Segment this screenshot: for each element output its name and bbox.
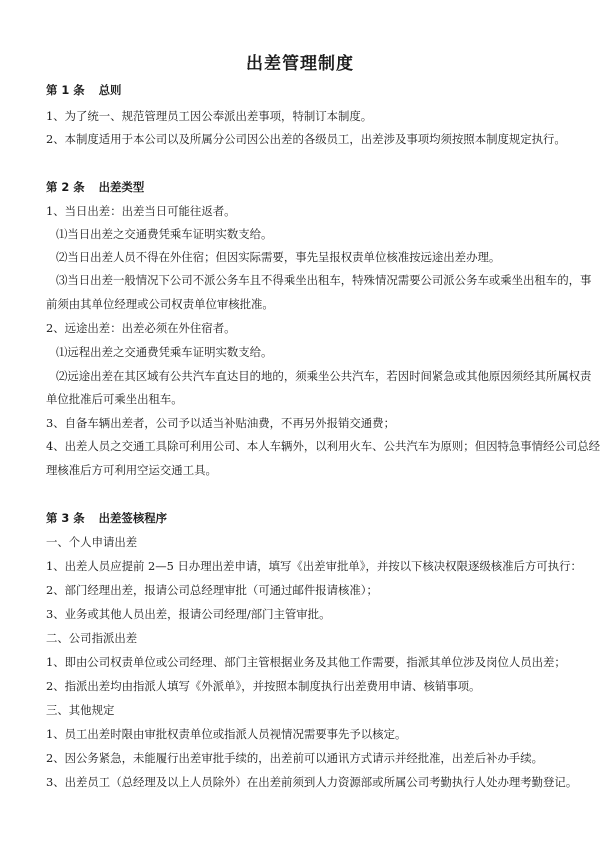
s2-item-4-line2: 理核准后方可利用空运交通工具。 <box>46 463 217 477</box>
s2-item-2b-line1: ⑵远途出差在其区域有公共汽车直达目的地的，须乘坐公共汽车，若因时间紧急或其他原因须经其所属权责 <box>56 369 592 383</box>
s2-item-3: 3、自备车辆出差者，公司予以适当补贴油费，不再另外报销交通费； <box>46 416 395 430</box>
s3-subheading-a: 一、个人申请出差 <box>46 535 138 549</box>
s3-a-item-1: 1、出差人员应提前 2—5 日办理出差申请，填写《出差审批单》，并按以下核决权限逐级核准后方可执行： <box>46 559 582 573</box>
s2-item-1c-line1: ⑶当日出差一般情况下公司不派公务车且不得乘坐出租车，特殊情况需要公司派公务车或乘坐出租车的，事 <box>56 273 592 287</box>
s2-item-1b: ⑵当日出差人员不得在外住宿；但因实际需要，事先呈报权责单位核准按远途出差办理。 <box>56 250 501 264</box>
s2-item-2: 2、远途出差：出差必须在外住宿者。 <box>46 321 236 335</box>
s3-c-item-2: 2、因公务紧急，未能履行出差审批手续的，出差前可以通讯方式请示并经批准，出差后补办手续。 <box>46 751 544 765</box>
s2-item-2a: ⑴远程出差之交通费凭乘车证明实数支给。 <box>56 345 273 359</box>
s3-b-item-1: 1、即由公司权责单位或公司经理、部门主管根据业务及其他工作需要，指派其单位涉及岗位人员出差； <box>46 655 566 669</box>
s2-item-4-line1: 4、出差人员之交通工具除可利用公司、本人车辆外，以利用火车、公共汽车为原则；但因特急事情经公司总经 <box>46 439 600 453</box>
section-3-name: 出差签核程序 <box>98 511 167 525</box>
s3-b-item-2: 2、指派出差均由指派人填写《外派单》，并按照本制度执行出差费用申请、核销事项。 <box>46 679 481 693</box>
section-2-name: 出差类型 <box>98 180 145 194</box>
s1-item-1: 1、为了统一、规范管理员工因公奉派出差事项，特制订本制度。 <box>46 109 373 123</box>
s3-a-item-3: 3、业务或其他人员出差，报请公司经理/部门主管审批。 <box>46 607 331 621</box>
section-3-number: 第 3 条 <box>46 511 85 525</box>
section-1-heading <box>46 82 121 98</box>
s3-subheading-b: 二、公司指派出差 <box>46 631 138 645</box>
s3-a-item-2: 2、部门经理出差，报请公司总经理审批（可通过邮件报请核准）； <box>46 583 378 597</box>
section-1-name: 总则 <box>98 83 122 97</box>
section-2-number: 第 2 条 <box>46 180 85 194</box>
s3-subheading-c: 三、其他规定 <box>46 703 115 717</box>
s1-item-2: 2、本制度适用于本公司以及所属分公司因公出差的各级员工，出差涉及事项均须按照本制度规定执行。 <box>46 132 566 146</box>
section-3-heading <box>46 510 167 526</box>
s3-c-item-1: 1、员工出差时限由审批权责单位或指派人员视情况需要事先予以核定。 <box>46 727 407 741</box>
s3-c-item-3: 3、出差员工（总经理及以上人员除外）在出差前须到人力资源部或所属公司考勤执行人处办理考勤登记。 <box>46 775 578 789</box>
section-2-heading <box>46 179 144 195</box>
s2-item-1c-line2: 前须由其单位经理或公司权责单位审核批准。 <box>46 297 274 311</box>
s2-item-2b-line2: 单位批准后可乘坐出租车。 <box>46 392 183 406</box>
section-1-number: 第 1 条 <box>46 83 85 97</box>
s2-item-1a: ⑴当日出差之交通费凭乘车证明实数支给。 <box>56 227 273 241</box>
s2-item-1: 1、当日出差：出差当日可能往返者。 <box>46 204 236 218</box>
page-title: 出差管理制度 <box>246 54 354 74</box>
